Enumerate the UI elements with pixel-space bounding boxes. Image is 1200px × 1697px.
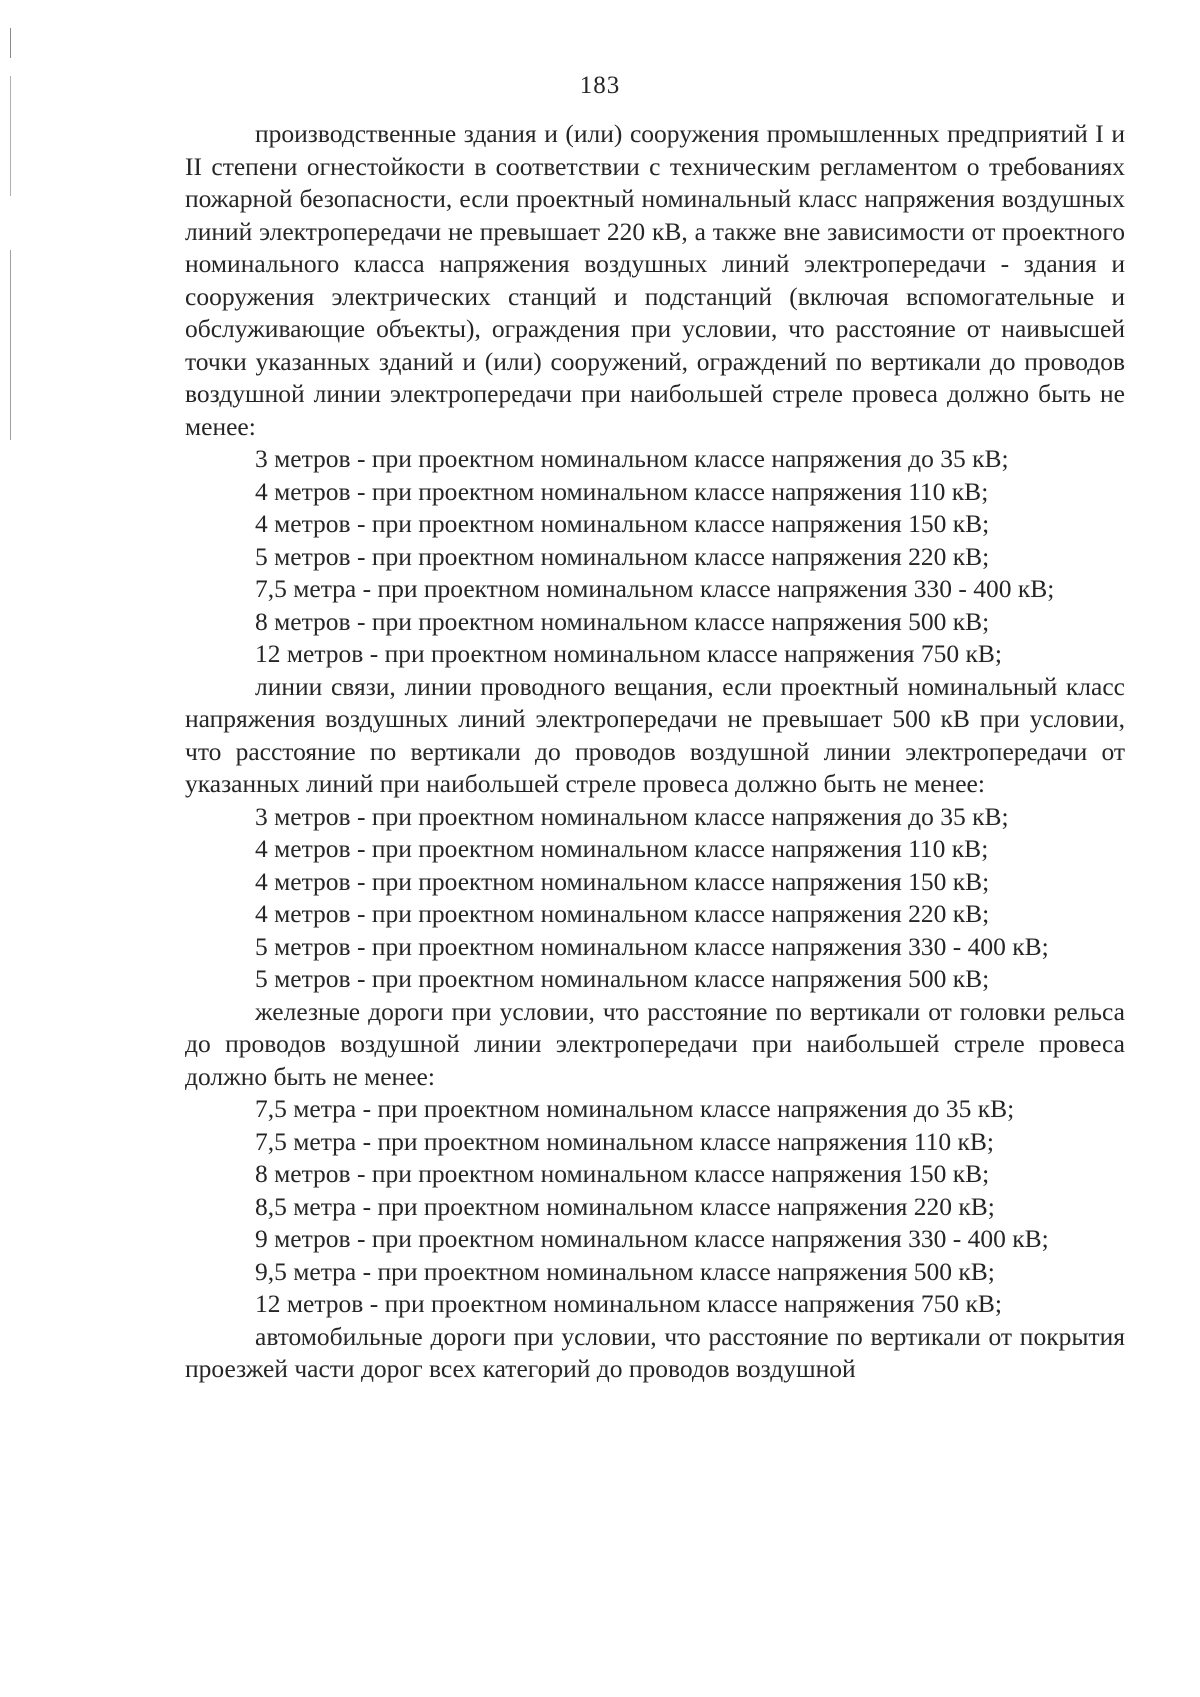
list-item: 7,5 метра - при проектном номинальном классе напряжения до 35 кВ; [255, 1094, 1015, 1123]
list-item: 7,5 метра - при проектном номинальном классе напряжения 330 - 400 кВ; [255, 574, 1055, 603]
list-item: 8 метров - при проектном номинальном классе напряжения 500 кВ; [255, 606, 990, 636]
scan-edge-mark [10, 250, 11, 440]
list-item: 4 метров - при проектном номинальном классе напряжения 110 кВ; [255, 834, 989, 863]
list-item: 12 метров - при проектном номинальном классе напряжения 750 кВ; [255, 1289, 1002, 1318]
list-item: 3 метров - при проектном номинальном классе напряжения до 35 кВ; [255, 801, 1009, 831]
paragraph: производственные здания и (или) сооружения промышленных предприятий I и II степени огнестойкости в соответствии с техническим регламентом о требованиях пожарной безопасности, если проектный номинальный класс напряжения воздушных линий электропередачи не превышает 220 кВ, а также вне зависимости от проектного номинального класса напряжения воздушных линий электропередачи - здания и сооружения электрических станций и подстанций (включая вспомогательные и обслуживающие объекты), ограждения при условии, что расстояние от наивысшей точки указанных зданий и (или) сооружений, ограждений по вертикали до проводов воздушной линии электропередачи при наибольшей стреле провеса должно быть не менее: [185, 119, 1125, 441]
list-item: 9,5 метра - при проектном номинальном классе напряжения 500 кВ; [255, 1256, 995, 1286]
list-item: 12 метров - при проектном номинальном классе напряжения 750 кВ; [255, 639, 1002, 668]
list-item: 4 метров - при проектном номинальном классе напряжения 110 кВ; [255, 476, 989, 506]
page-number: 183 [579, 72, 621, 99]
list-item: 4 метров - при проектном номинальном классе напряжения 220 кВ; [255, 899, 990, 928]
list-item: 5 метров - при проектном номинальном классе напряжения 330 - 400 кВ; [255, 931, 1049, 961]
paragraph: линии связи, линии проводного вещания, если проектный номинальный класс напряжения воздушных линий электропередачи не превышает 500 кВ при условии, что расстояние по вертикали до проводов воздушной линии электропередачи от указанных линий при наибольшей стреле провеса должно быть не менее: [185, 671, 1125, 798]
list-item: 7,5 метра - при проектном номинальном классе напряжения 110 кВ; [255, 1126, 994, 1156]
document-body [185, 118, 1125, 1386]
paragraph: железные дороги при условии, что расстояние по вертикали от головки рельса до проводов воздушной линии электропередачи при наибольшей стреле провеса должно быть не менее: [185, 996, 1125, 1091]
paragraph: автомобильные дороги при условии, что расстояние по вертикали от покрытия проезжей части дорог всех категорий до проводов воздушной [185, 1321, 1125, 1383]
list-item: 5 метров - при проектном номинальном классе напряжения 500 кВ; [255, 964, 990, 993]
list-item: 4 метров - при проектном номинальном классе напряжения 150 кВ; [255, 866, 990, 896]
list-item: 4 метров - при проектном номинальном классе напряжения 150 кВ; [255, 509, 990, 538]
scan-edge-mark [10, 28, 11, 58]
list-item: 9 метров - при проектном номинальном классе напряжения 330 - 400 кВ; [255, 1224, 1049, 1253]
list-item: 8 метров - при проектном номинальном классе напряжения 150 кВ; [255, 1159, 990, 1188]
list-item: 3 метров - при проектном номинальном классе напряжения до 35 кВ; [255, 444, 1009, 473]
list-item: 8,5 метра - при проектном номинальном классе напряжения 220 кВ; [255, 1191, 995, 1221]
list-item: 5 метров - при проектном номинальном классе напряжения 220 кВ; [255, 541, 990, 571]
